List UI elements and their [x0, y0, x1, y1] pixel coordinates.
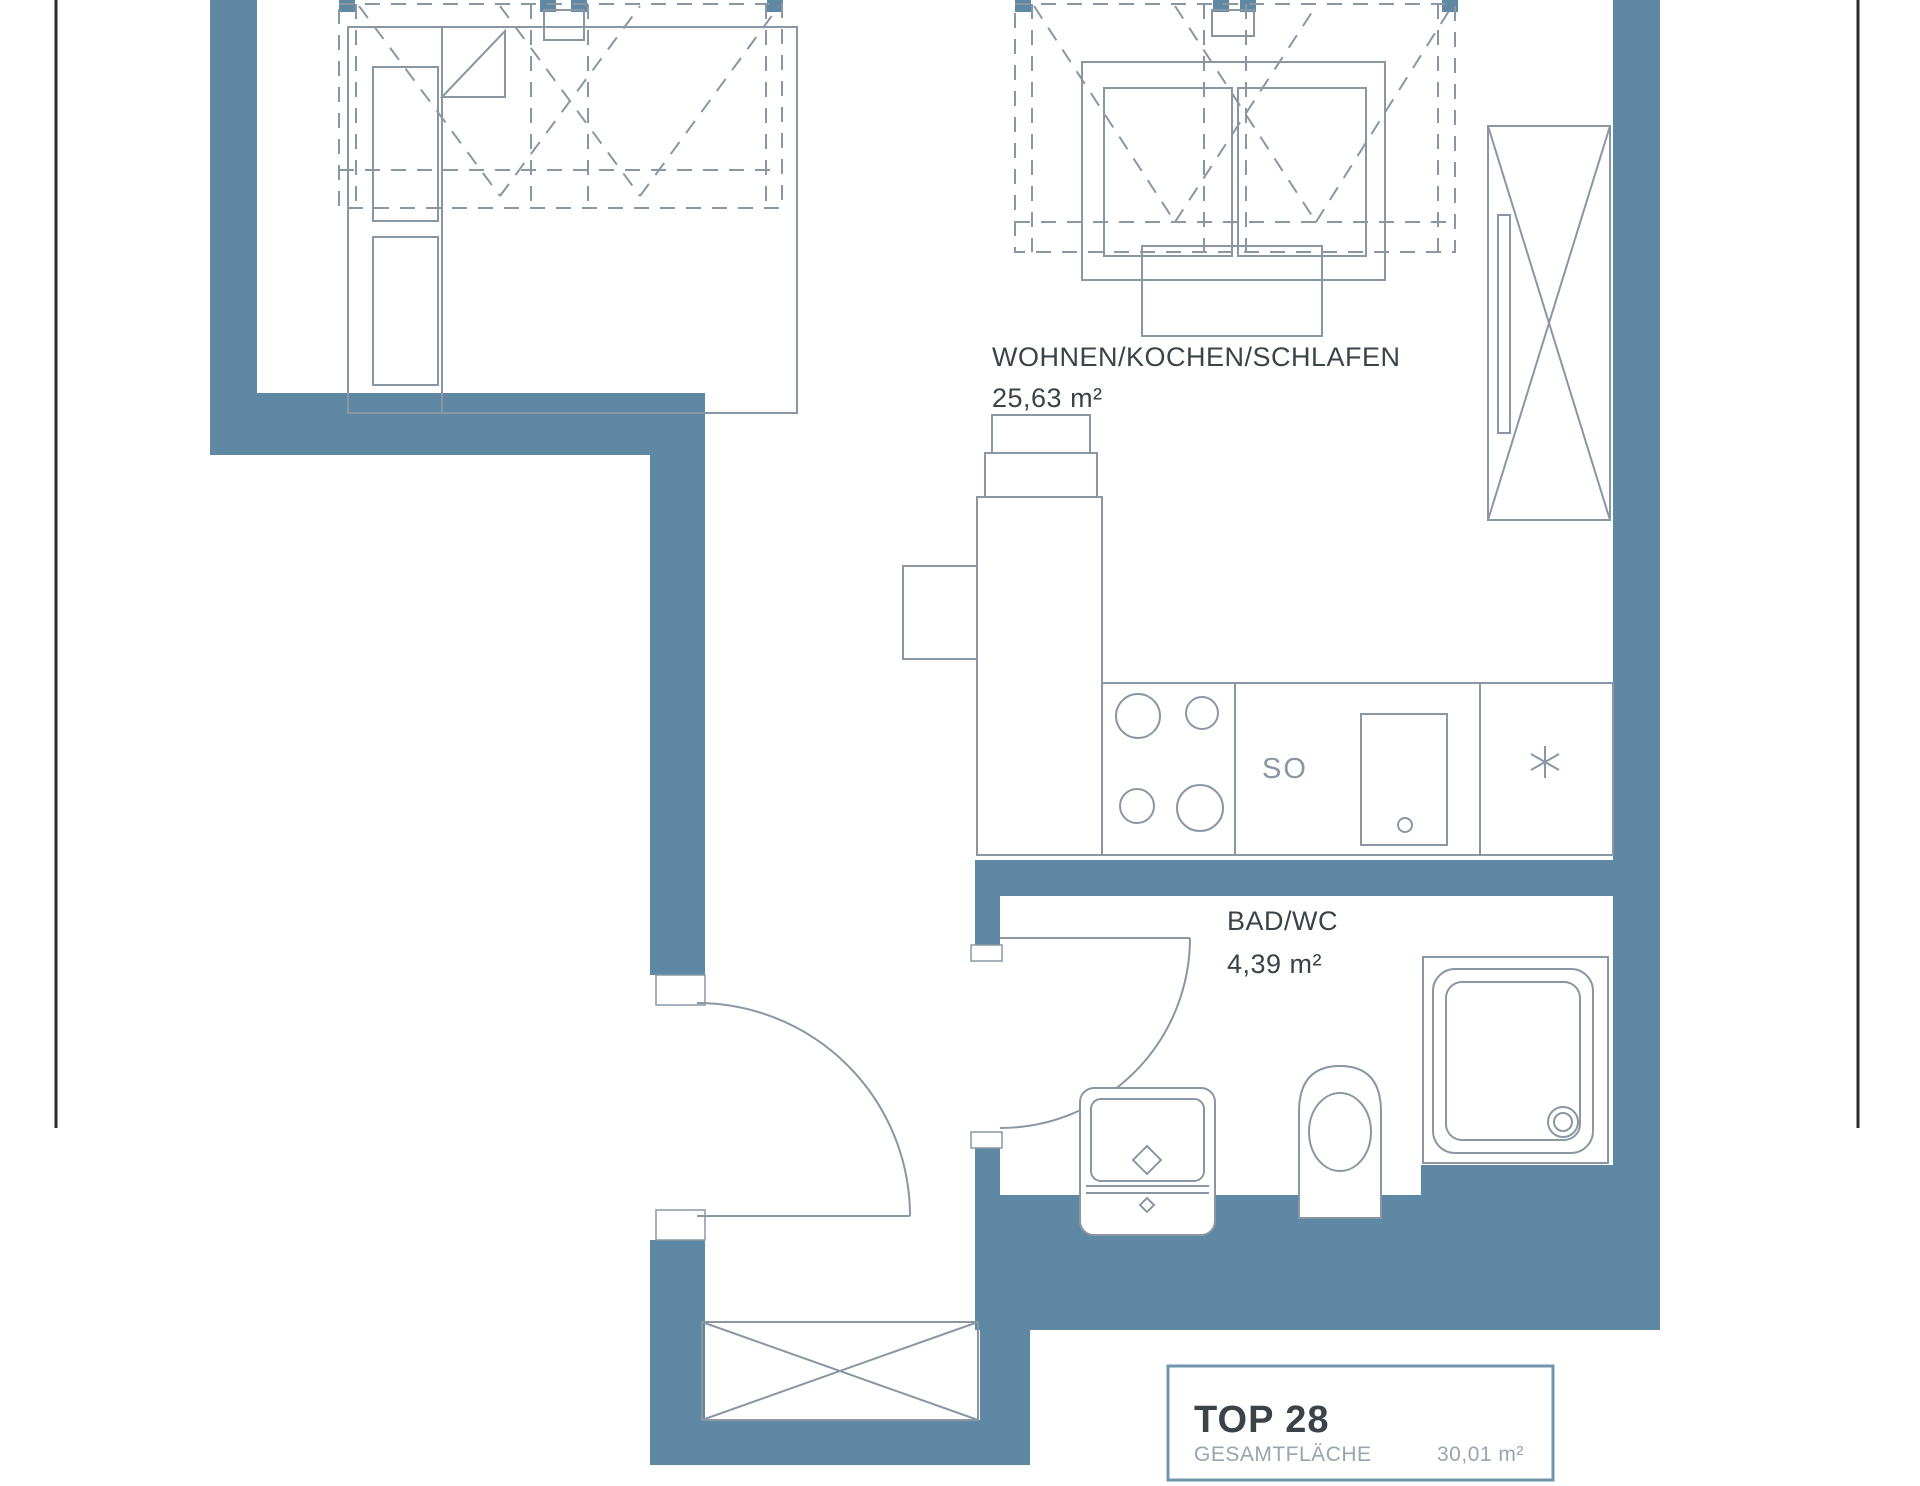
- toilet: [1299, 1066, 1381, 1218]
- door-frame-tick: [971, 945, 1002, 961]
- blanket-fold-icon: [442, 31, 505, 97]
- window-stub: [1015, 0, 1031, 12]
- window-stub: [767, 0, 783, 12]
- elevator-shaft: [702, 1322, 978, 1420]
- wall-bottom: [650, 1420, 1030, 1465]
- kitchen-sink: [1361, 714, 1447, 845]
- walls: [210, 0, 1660, 1465]
- wall-bath-west-upper: [975, 896, 1000, 945]
- title-unit: TOP 28: [1194, 1399, 1330, 1441]
- bath-label: BAD/WC: [1227, 906, 1338, 936]
- windows: [339, 4, 1455, 252]
- wall-shaft-east: [980, 1330, 1030, 1465]
- window-mullion-box: [544, 10, 584, 40]
- wall-right: [1613, 0, 1660, 1330]
- wardrobe-cross: [1488, 126, 1610, 520]
- sink-glyph: SO: [1262, 753, 1308, 785]
- window-mullion-box: [1212, 10, 1254, 36]
- kitchen-counter: [1102, 683, 1613, 855]
- title-area-label: GESAMTFLÄCHE: [1194, 1443, 1372, 1466]
- wall-entry-west-upper: [650, 455, 705, 975]
- title-block: [1168, 1366, 1553, 1480]
- bed: [348, 27, 797, 413]
- wall-kitchen-south: [975, 860, 1613, 896]
- door-frame-tick: [656, 1210, 705, 1240]
- window-stub: [339, 0, 355, 12]
- bath-area: 4,39 m²: [1227, 949, 1323, 979]
- window-group-left: [339, 4, 782, 208]
- wall-left: [210, 0, 257, 455]
- shower: [1423, 957, 1608, 1163]
- door-frame-tick: [971, 1132, 1002, 1148]
- washbasin: [1080, 1088, 1215, 1235]
- wall-bath-west-lower: [975, 1148, 1000, 1195]
- living-room-area: 25,63 m²: [992, 383, 1103, 413]
- stove-burners: [1116, 694, 1223, 831]
- drain-icon: [1548, 1107, 1578, 1137]
- title-area-value: 30,01 m²: [1437, 1443, 1524, 1466]
- wall-bedroom-south: [210, 393, 705, 455]
- entrance-door: [697, 1003, 910, 1216]
- kitchen-tall-unit: [903, 415, 1102, 855]
- table: [1142, 246, 1322, 336]
- living-room-label: WOHNEN/KOCHEN/SCHLAFEN: [992, 342, 1401, 372]
- drain-icon: [1398, 818, 1412, 832]
- door-frames: [656, 945, 1002, 1240]
- fridge-snowflake-icon: [1531, 746, 1559, 778]
- door-frame-tick: [656, 975, 705, 1005]
